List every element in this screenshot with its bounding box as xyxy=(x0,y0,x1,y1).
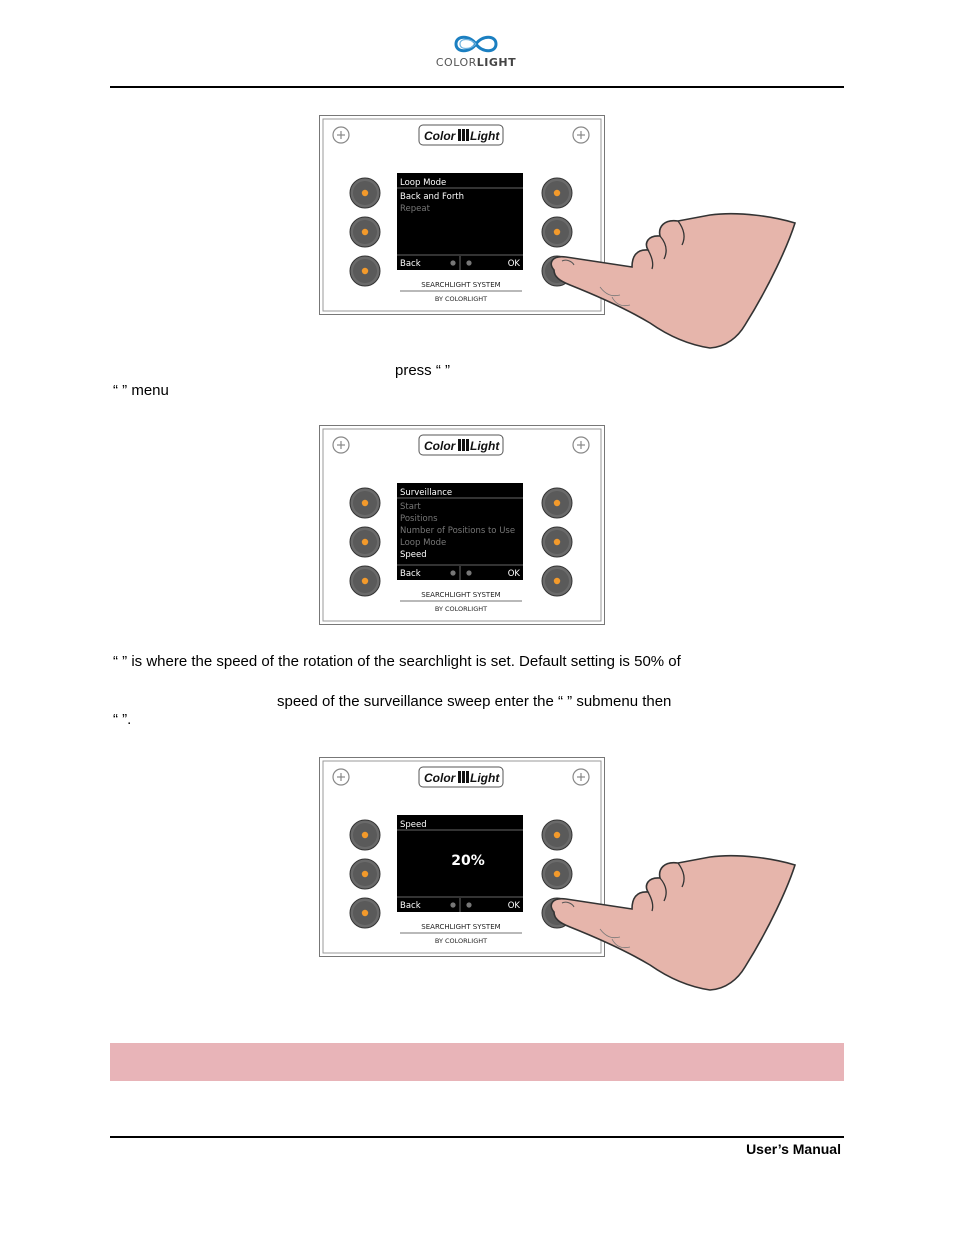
brand-text-color: Color xyxy=(424,129,456,143)
brand-badge xyxy=(419,125,503,145)
brand-text-light: Light xyxy=(470,771,500,785)
screen-menu-item: Loop Mode xyxy=(400,538,447,548)
screw-icon xyxy=(573,769,589,785)
screen-back-label: Back xyxy=(400,569,421,579)
screw-icon xyxy=(333,127,349,143)
by-colorlight-label: BY COLORLIGHT xyxy=(434,295,488,303)
system-label: SEARCHLIGHT SYSTEM xyxy=(421,591,501,599)
left-button-2[interactable] xyxy=(350,217,380,247)
colorlight-logo xyxy=(426,30,526,72)
screen-menu-item: Speed xyxy=(400,550,427,560)
right-button-1[interactable] xyxy=(542,178,572,208)
screen-back-label: Back xyxy=(400,259,421,269)
footer-title: User’s Manual xyxy=(746,1141,841,1157)
lcd-screen xyxy=(397,815,523,912)
left-button-3[interactable] xyxy=(350,566,380,596)
instruction-line-2: “ ” menu xyxy=(113,382,169,399)
left-button-1[interactable] xyxy=(350,488,380,518)
left-button-2[interactable] xyxy=(350,859,380,889)
screen-title: Loop Mode xyxy=(400,178,447,188)
screen-ok-label: OK xyxy=(507,569,520,579)
infinity-icon xyxy=(450,32,502,56)
left-button-1[interactable] xyxy=(350,820,380,850)
brand-badge xyxy=(419,767,503,787)
left-button-3[interactable] xyxy=(350,256,380,286)
screen-title: Speed xyxy=(400,820,427,830)
brand-badge xyxy=(419,435,503,455)
brand-text-color: Color xyxy=(424,771,456,785)
screen-menu-item: Number of Positions to Use xyxy=(400,526,516,536)
instruction-line-3: “ ” is where the speed of the rotation of the searchlight is set. Default setting is 50% of xyxy=(113,653,681,670)
screen-menu-item: Start xyxy=(400,502,421,512)
screw-icon xyxy=(573,127,589,143)
system-label: SEARCHLIGHT SYSTEM xyxy=(421,923,501,931)
right-button-2[interactable] xyxy=(542,527,572,557)
highlight-band xyxy=(110,1043,844,1081)
brand-text-color: Color xyxy=(424,439,456,453)
screen-menu-item: Back and Forth xyxy=(400,192,465,202)
screen-ok-label: OK xyxy=(507,901,520,911)
screen-menu-item: Repeat xyxy=(400,204,430,214)
by-colorlight-label: BY COLORLIGHT xyxy=(434,937,488,945)
system-label: SEARCHLIGHT SYSTEM xyxy=(421,281,501,289)
screw-icon xyxy=(573,437,589,453)
screen-menu-item: Positions xyxy=(400,514,438,524)
right-button-3[interactable] xyxy=(542,566,572,596)
hand-pressing-icon xyxy=(540,205,810,355)
header-divider xyxy=(110,86,844,88)
screen-value: 20% xyxy=(451,853,485,869)
screw-icon xyxy=(333,437,349,453)
instruction-line-4: speed of the surveillance sweep enter the “ ” submenu then xyxy=(277,693,672,710)
logo-wordmark: COLORLIGHT xyxy=(435,56,517,69)
by-colorlight-label: BY COLORLIGHT xyxy=(434,605,488,613)
instruction-line-5: “ ”. xyxy=(113,711,132,728)
right-button-1[interactable] xyxy=(542,488,572,518)
control-panel-surveillance xyxy=(319,425,605,625)
footer-divider xyxy=(110,1136,844,1138)
screw-icon xyxy=(333,769,349,785)
left-button-1[interactable] xyxy=(350,178,380,208)
hand-pressing-icon xyxy=(540,847,810,997)
screen-ok-label: OK xyxy=(507,259,520,269)
brand-text-light: Light xyxy=(470,129,500,143)
right-button-1[interactable] xyxy=(542,820,572,850)
brand-text-light: Light xyxy=(470,439,500,453)
left-button-3[interactable] xyxy=(350,898,380,928)
instruction-line-1: press “ ” xyxy=(395,362,451,379)
lcd-screen xyxy=(397,173,523,270)
lcd-screen xyxy=(397,483,523,580)
screen-back-label: Back xyxy=(400,901,421,911)
screen-title: Surveillance xyxy=(400,488,453,498)
left-button-2[interactable] xyxy=(350,527,380,557)
